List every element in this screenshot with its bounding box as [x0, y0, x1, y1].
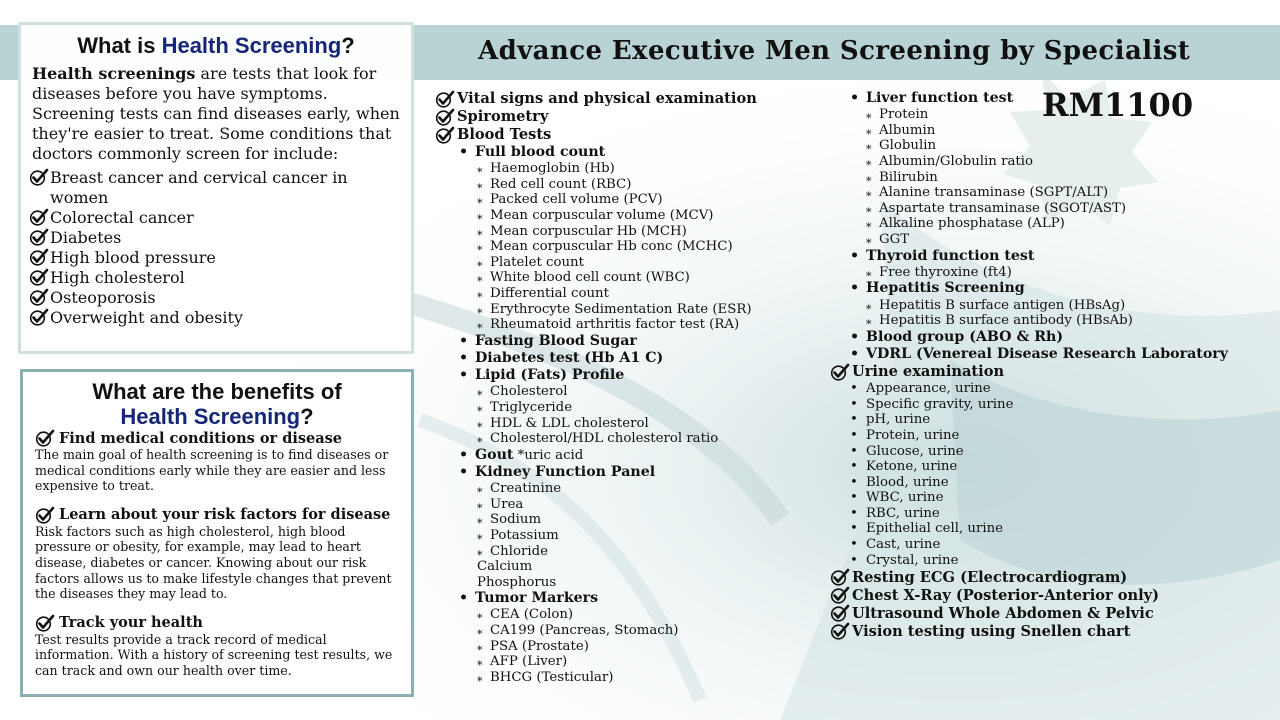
benefit-heading: [35, 614, 411, 632]
condition-text: Colorectal cancer: [50, 208, 194, 227]
checkmark-icon: [830, 622, 850, 640]
benefit-description: Test results provide a track record of medical information. With a history of screening test results, we can track and own our health over time.: [35, 631, 393, 678]
tests-column-left: [435, 90, 757, 685]
test-item: [435, 431, 757, 447]
what-is-heading: [21, 25, 411, 58]
test-item-text: • Glucose, urine: [866, 443, 964, 459]
test-item: [435, 161, 757, 177]
condition-item: [29, 208, 411, 228]
test-item: [435, 559, 757, 575]
test-item: [435, 400, 757, 416]
test-item-text: ⁎ Alkaline phosphatase (ALP): [879, 216, 1065, 232]
test-item-text: • Ketone, urine: [866, 459, 958, 475]
test-item: [435, 416, 757, 432]
price-label: RM1100: [1042, 86, 1194, 124]
test-group-text: • Hepatitis Screening: [866, 280, 1025, 297]
test-item: [435, 384, 757, 400]
checkmark-icon: [29, 308, 49, 326]
test-item-text: ⁎ Hepatitis B surface antibody (HBsAb): [879, 313, 1133, 329]
test-item-text: ⁎ Platelet count: [490, 254, 584, 270]
test-item-text: ⁎ Mean corpuscular volume (MCV): [490, 207, 714, 223]
benefits-heading-emphasis: Health Screening: [120, 404, 301, 429]
test-item: [830, 553, 1228, 569]
test-item: [435, 654, 757, 670]
test-item-text: ⁎ Chloride: [490, 543, 548, 559]
heading-emphasis: Health Screening: [161, 33, 342, 58]
test-item: [830, 397, 1228, 413]
checkmark-icon: [29, 208, 49, 226]
test-item-text: ⁎ Cholesterol/HDL cholesterol ratio: [490, 431, 719, 447]
test-group: [830, 90, 1228, 107]
test-item: [830, 313, 1228, 329]
test-item-text: • Crystal, urine: [866, 552, 959, 568]
test-category: [830, 586, 1228, 604]
test-group: [435, 333, 757, 350]
test-category: [830, 622, 1228, 640]
test-item: [830, 490, 1228, 506]
test-category-text: Resting ECG (Electrocardiogram): [852, 568, 1128, 586]
benefit-heading-text: Learn about your risk factors for disease: [59, 506, 391, 524]
test-item-text: • Appearance, urine: [866, 381, 991, 397]
benefit-heading-text: Find medical conditions or disease: [59, 429, 343, 447]
test-item-text: ⁎ Sodium: [490, 512, 542, 528]
condition-item: [29, 268, 411, 288]
test-category-text: Spirometry: [457, 108, 549, 126]
checkmark-icon: [435, 108, 455, 126]
condition-text: High cholesterol: [50, 268, 185, 287]
test-item: [435, 192, 757, 208]
benefit-description: The main goal of health screening is to find diseases or medical conditions early while they are easier and less expensive to treat.: [35, 447, 389, 494]
test-item: [830, 123, 1228, 139]
conditions-list: [29, 168, 411, 328]
test-item-text: ⁎ AFP (Liver): [490, 654, 568, 670]
test-item: [435, 639, 757, 655]
condition-item: [29, 248, 411, 268]
test-group: [435, 367, 757, 384]
test-item: [435, 575, 757, 591]
test-item-text: ⁎ BHCG (Testicular): [490, 669, 614, 685]
test-item: [830, 107, 1228, 123]
test-item-text: ⁎ Cholesterol: [490, 384, 568, 400]
test-item: [435, 623, 757, 639]
test-group: [435, 464, 757, 481]
test-item: [435, 286, 757, 302]
test-item: [435, 239, 757, 255]
test-item: [830, 381, 1228, 397]
test-category-text: Chest X-Ray (Posterior-Anterior only): [852, 586, 1160, 604]
test-item: [830, 265, 1228, 281]
test-item: [435, 270, 757, 286]
test-item: [435, 317, 757, 333]
test-group: [435, 447, 757, 464]
heading-text: What is: [77, 33, 162, 58]
test-item: [830, 185, 1228, 201]
test-item: [435, 528, 757, 544]
test-item: [830, 216, 1228, 232]
test-item-text: ⁎ GGT: [879, 231, 910, 247]
test-item: [435, 224, 757, 240]
condition-item: [29, 308, 411, 328]
test-item-text: Calcium: [477, 559, 533, 575]
test-category-text: Blood Tests: [457, 126, 552, 144]
test-item-text: ⁎ CEA (Colon): [490, 607, 574, 623]
test-item: [830, 201, 1228, 217]
test-item-text: ⁎ Mean corpuscular Hb conc (MCHC): [490, 239, 733, 255]
test-item-text: • RBC, urine: [866, 505, 940, 521]
checkmark-icon: [435, 126, 455, 144]
checkmark-icon: [29, 248, 49, 266]
intro-paragraph: [32, 64, 411, 164]
test-group: [435, 144, 757, 161]
test-item: [830, 475, 1228, 491]
test-item: [435, 607, 757, 623]
spacer: [23, 602, 411, 614]
test-item-text: • Blood, urine: [866, 474, 949, 490]
test-item-text: ⁎ White blood cell count (WBC): [490, 270, 690, 286]
test-item: [830, 138, 1228, 154]
test-item-text: ⁎ Albumin: [879, 122, 936, 138]
checkmark-icon: [35, 614, 55, 632]
test-group-text: • Liver function test: [866, 90, 1014, 106]
test-item-text: ⁎ Triglyceride: [490, 399, 573, 415]
test-group-text: • Full blood count: [475, 144, 606, 160]
test-group: [830, 346, 1228, 363]
test-item-text: ⁎ Free thyroxine (ft4): [879, 264, 1012, 280]
checkmark-icon: [35, 506, 55, 524]
test-item-text: ⁎ Erythrocyte Sedimentation Rate (ESR): [490, 301, 752, 317]
test-item-text: ⁎ Mean corpuscular Hb (MCH): [490, 223, 687, 239]
test-category: [435, 108, 757, 126]
test-item-text: • WBC, urine: [866, 490, 944, 506]
condition-text: High blood pressure: [50, 248, 216, 267]
test-item-text: ⁎ Differential count: [490, 285, 609, 301]
test-category: [830, 363, 1228, 381]
test-category: [435, 126, 757, 144]
test-category-text: Urine examination: [852, 363, 1005, 381]
test-item-text: ⁎ Alanine transaminase (SGPT/ALT): [879, 185, 1109, 201]
checkmark-icon: [29, 288, 49, 306]
condition-item: [29, 288, 411, 308]
intro-bold: Health screenings: [32, 64, 196, 83]
checkmark-icon: [435, 90, 455, 108]
test-item-text: • pH, urine: [866, 412, 931, 428]
checkmark-icon: [830, 363, 850, 381]
test-item: [830, 232, 1228, 248]
test-item: [435, 497, 757, 513]
test-item: [830, 506, 1228, 522]
test-item: [435, 544, 757, 560]
checkmark-icon: [35, 429, 55, 447]
test-item-text: ⁎ Urea: [490, 496, 524, 512]
condition-text: Overweight and obesity: [50, 308, 243, 327]
test-item-text: ⁎ PSA (Prostate): [490, 638, 589, 654]
tests-column-right: [830, 90, 1228, 640]
test-item: [435, 670, 757, 686]
intro-text: are tests that look for diseases before you have symptoms. Screening tests can find diseases early, when they're easier to treat. Some conditions that doctors commonly screen for include:: [32, 64, 400, 163]
benefit-heading: [35, 506, 411, 524]
test-group: [435, 350, 757, 367]
what-is-panel: [18, 22, 414, 354]
heading-mark: ?: [341, 33, 355, 58]
test-category-text: Vision testing using Snellen chart: [852, 622, 1131, 640]
test-item-text: • Protein, urine: [866, 427, 960, 443]
test-item-text: • Epithelial cell, urine: [866, 521, 1004, 537]
test-item: [435, 302, 757, 318]
test-item: [435, 481, 757, 497]
test-category: [830, 568, 1228, 586]
test-item: [830, 412, 1228, 428]
test-note: *uric acid: [513, 447, 584, 463]
test-item: [435, 512, 757, 528]
test-group-text: • Kidney Function Panel: [475, 463, 656, 480]
test-group: [830, 329, 1228, 346]
benefit-heading: [35, 429, 411, 447]
test-group-text: • VDRL (Venereal Disease Research Laboratory: [866, 345, 1229, 362]
benefits-panel: [20, 369, 414, 697]
test-group: [830, 248, 1228, 265]
test-item-text: ⁎ Hepatitis B surface antigen (HBsAg): [879, 297, 1126, 313]
checkmark-icon: [830, 568, 850, 586]
test-item: [830, 154, 1228, 170]
test-category: [830, 604, 1228, 622]
test-group-text: • Lipid (Fats) Profile: [475, 367, 625, 384]
test-item-text: • Specific gravity, urine: [866, 396, 1014, 412]
test-item-text: ⁎ Aspartate transaminase (SGOT/AST): [879, 200, 1127, 216]
test-item: [830, 459, 1228, 475]
benefit-description: Risk factors such as high cholesterol, high blood pressure or obesity, for example, may lead to heart disease, diabetes or cancer. Knowing about our risk factors allows us to make lifestyle changes that prevent the diseases they may lead to.: [35, 523, 392, 602]
test-item-text: ⁎ Bilirubin: [879, 169, 938, 185]
test-item: [435, 208, 757, 224]
test-group-text: • Tumor Markers: [475, 590, 599, 607]
checkmark-icon: [29, 228, 49, 246]
test-item: [830, 298, 1228, 314]
test-item: [830, 444, 1228, 460]
test-item: [830, 170, 1228, 186]
test-item: [435, 177, 757, 193]
test-item-text: • Cast, urine: [866, 537, 941, 553]
test-group-text: • Gout: [475, 446, 514, 463]
test-item-text: ⁎ Haemoglobin (Hb): [490, 161, 615, 177]
test-item-text: ⁎ HDL & LDL cholesterol: [490, 415, 649, 431]
test-item: [830, 428, 1228, 444]
test-item-text: ⁎ CA199 (Pancreas, Stomach): [490, 623, 679, 639]
condition-item: [29, 168, 411, 208]
condition-text: Osteoporosis: [50, 288, 156, 307]
test-item-text: ⁎ Red cell count (RBC): [490, 176, 632, 192]
test-item-text: ⁎ Albumin/Globulin ratio: [879, 153, 1033, 169]
test-item: [830, 537, 1228, 553]
spacer: [23, 494, 411, 506]
condition-item: [29, 228, 411, 248]
test-category-text: Ultrasound Whole Abdomen & Pelvic: [852, 604, 1154, 622]
benefit-heading-text: Track your health: [59, 614, 203, 632]
test-group-text: • Blood group (ABO & Rh): [866, 328, 1064, 345]
checkmark-icon: [29, 168, 49, 186]
test-item: [435, 255, 757, 271]
benefits-heading-mark: ?: [300, 404, 314, 429]
test-category-text: Vital signs and physical examination: [457, 90, 757, 108]
checkmark-icon: [830, 586, 850, 604]
test-item: [830, 521, 1228, 537]
test-group-text: • Diabetes test (Hb A1 C): [475, 349, 664, 366]
test-item-text: ⁎ Protein: [879, 107, 929, 123]
test-item-text: ⁎ Globulin: [879, 138, 937, 154]
test-group-text: • Fasting Blood Sugar: [475, 332, 637, 349]
test-group: [435, 590, 757, 607]
test-item-text: ⁎ Creatinine: [490, 481, 562, 497]
test-item-text: ⁎ Potassium: [490, 527, 559, 543]
test-item-text: ⁎ Rheumatoid arthritis factor test (RA): [490, 317, 740, 333]
test-item-text: Phosphorus: [477, 574, 557, 590]
condition-text: Breast cancer and cervical cancer in women: [50, 168, 348, 207]
page-title: Advance Executive Men Screening by Specialist: [478, 36, 1191, 66]
checkmark-icon: [29, 268, 49, 286]
checkmark-icon: [830, 604, 850, 622]
benefits-list: [23, 429, 411, 679]
test-group: [830, 280, 1228, 297]
benefits-heading: [23, 372, 411, 429]
test-item-text: ⁎ Packed cell volume (PCV): [490, 192, 663, 208]
condition-text: Diabetes: [50, 228, 122, 247]
test-category: [435, 90, 757, 108]
test-group-text: • Thyroid function test: [866, 247, 1035, 264]
benefits-heading-line1: What are the benefits of: [92, 379, 342, 404]
